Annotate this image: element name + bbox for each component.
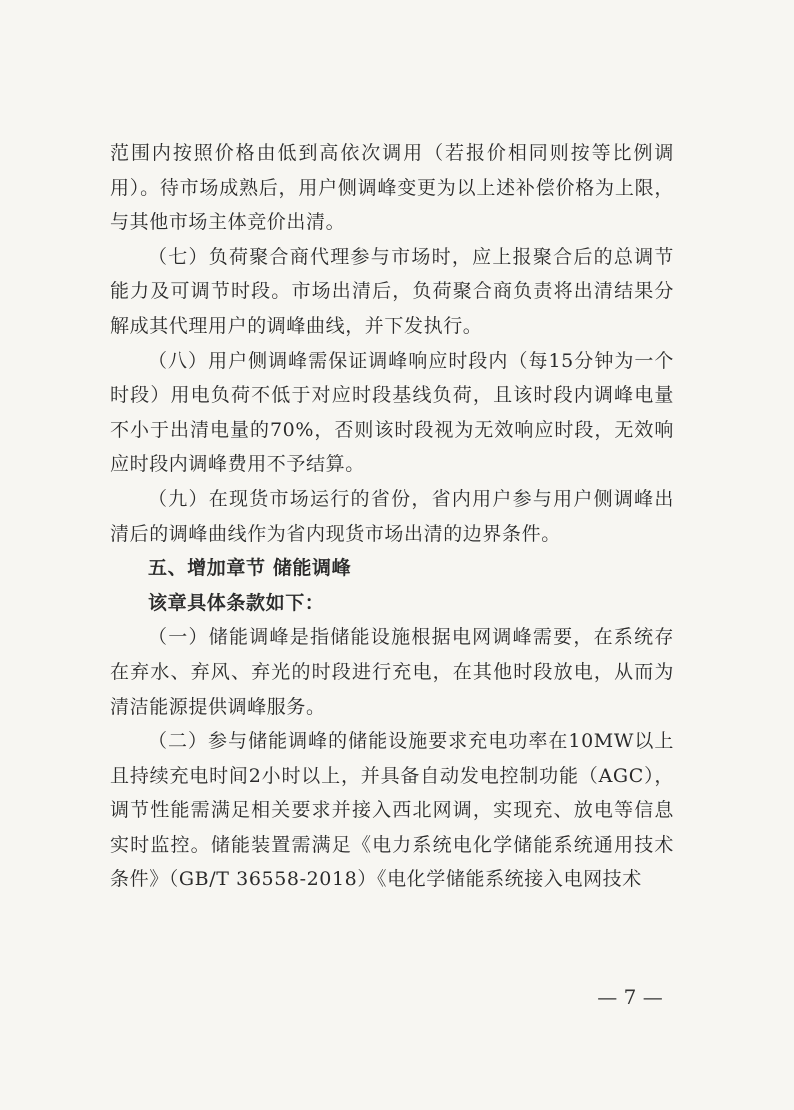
- section-heading: 五、增加章节 储能调峰: [148, 557, 352, 580]
- page-number: — 7 —: [597, 985, 663, 1009]
- paragraph-continuation: 范围内按照价格由低到高依次调用（若报价相同则按等比例调用）。待市场成熟后，用户侧调峰变更为以上述补偿价格为上限，与其他市场主体竞价出清。: [110, 142, 674, 234]
- document-body: [110, 136, 674, 897]
- section-paragraph-1: （一）储能调峰是指储能设施根据电网调峰需要，在系统存在弃水、弃风、弃光的时段进行充电，在其他时段放电，从而为清洁能源提供调峰服务。: [110, 626, 674, 718]
- paragraph-item-9: （九）在现货市场运行的省份，省内用户参与用户侧调峰出清后的调峰曲线作为省内现货市场出清的边界条件。: [110, 487, 674, 545]
- paragraph-item-8: （八）用户侧调峰需保证调峰响应时段内（每15分钟为一个时段）用电负荷不低于对应时段基线负荷，且该时段内调峰电量不小于出清电量的70%，否则该时段视为无效响应时段，无效响应时段内调峰费用不予结算。: [110, 349, 674, 476]
- section-subheading: 该章具体条款如下：: [148, 591, 325, 614]
- section-paragraph-2: （二）参与储能调峰的储能设施要求充电功率在10MW以上且持续充电时间2小时以上，并具备自动发电控制功能（AGC），调节性能需满足相关要求并接入西北网调，实现充、放电等信息实时监控。储能装置需满足《电力系统电化学储能系统通用技术条件》（GB/T 36558-2018）《电化学储能系统接入电网技术: [110, 730, 674, 891]
- paragraph-item-7: （七）负荷聚合商代理参与市场时，应上报聚合后的总调节能力及可调节时段。市场出清后，负荷聚合商负责将出清结果分解成其代理用户的调峰曲线，并下发执行。: [110, 245, 674, 337]
